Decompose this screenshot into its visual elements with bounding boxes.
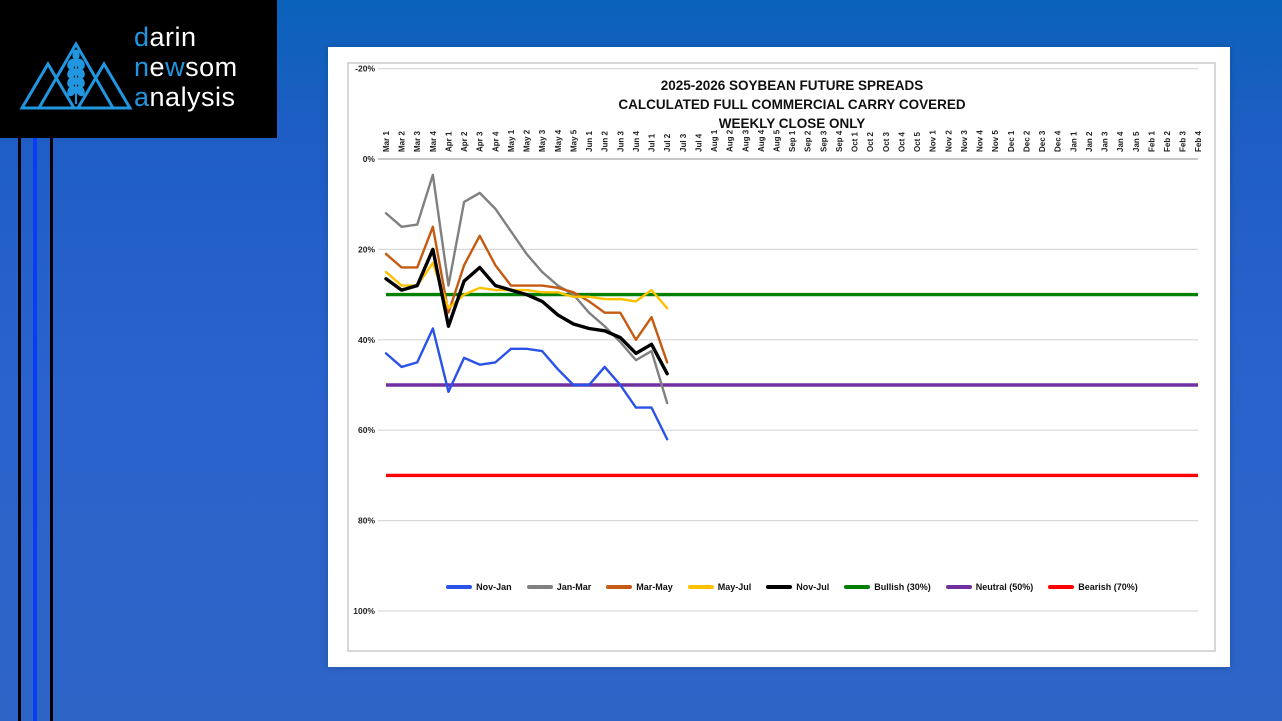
x-axis-label: Oct 4	[897, 131, 907, 152]
x-axis-label: Dec 1	[1006, 130, 1016, 152]
legend-label-may-jul: May-Jul	[717, 582, 752, 592]
x-axis-label: Oct 5	[913, 131, 923, 152]
legend-item-nov-jul	[766, 582, 829, 592]
x-axis-label: Aug 5	[772, 129, 782, 152]
y-axis-labels	[353, 64, 375, 616]
x-axis-label: Feb 4	[1194, 131, 1204, 152]
x-axis-label: May 4	[553, 129, 563, 152]
chart-title-line-2: CALCULATED FULL COMMERCIAL CARRY COVERED	[618, 97, 966, 112]
legend-item-mar-may	[606, 582, 673, 592]
x-axis-label: Apr 2	[460, 131, 470, 152]
legend-item-bearish-70	[1048, 582, 1138, 592]
x-axis-label: Jan 3	[1100, 131, 1110, 152]
spread-line-chart	[349, 64, 1214, 650]
y-axis-label: 60%	[357, 425, 375, 436]
vertical-stripe-black-left	[18, 138, 21, 721]
x-axis-label: Mar 2	[397, 131, 407, 152]
chart-title-line-3: WEEKLY CLOSE ONLY	[718, 116, 866, 131]
x-axis-label: Sep 4	[834, 130, 844, 152]
legend-item-may-jul	[688, 582, 752, 592]
x-axis-label: Feb 3	[1178, 131, 1188, 152]
brand-wordmark-line: newsom	[134, 52, 238, 82]
brand-logo-box	[0, 0, 277, 138]
x-axis-label: Nov 5	[991, 130, 1001, 152]
legend-item-neutral-50	[946, 582, 1034, 592]
legend-swatch-jan-mar	[527, 585, 553, 588]
y-axis-label: 20%	[357, 244, 375, 255]
legend-label-jan-mar: Jan-Mar	[556, 582, 592, 592]
legend-swatch-mar-may	[606, 585, 632, 588]
chart-title-line-1: 2025-2026 SOYBEAN FUTURE SPREADS	[660, 78, 924, 93]
x-axis-label: Sep 2	[803, 130, 813, 152]
x-axis-label: May 1	[506, 129, 516, 152]
legend-swatch-may-jul	[688, 585, 714, 588]
x-axis-labels	[382, 129, 1203, 152]
x-axis-label: Feb 1	[1147, 131, 1157, 152]
x-axis-label: Jun 1	[585, 131, 595, 152]
legend-label-mar-may: Mar-May	[636, 582, 673, 592]
x-axis-label: Jun 3	[616, 131, 626, 152]
legend-item-jan-mar	[527, 582, 592, 592]
x-axis-label: May 3	[538, 129, 548, 152]
x-axis-label: Dec 4	[1053, 130, 1063, 152]
y-axis-label: 0%	[362, 154, 375, 164]
y-axis-label: 80%	[357, 515, 375, 526]
legend-swatch-neutral-50	[946, 585, 972, 588]
x-axis-label: Dec 3	[1038, 130, 1048, 152]
legend-swatch-nov-jan	[446, 585, 472, 588]
x-axis-label: Oct 2	[866, 131, 876, 152]
x-axis-label: Oct 1	[850, 131, 860, 152]
legend-item-nov-jan	[446, 582, 512, 592]
legend-label-bullish-30: Bullish (30%)	[874, 582, 931, 592]
x-axis-label: Mar 1	[382, 131, 391, 152]
y-axis-label: -20%	[355, 64, 375, 74]
chart-legend	[386, 582, 1198, 592]
x-axis-label: May 2	[522, 129, 532, 152]
legend-label-neutral-50: Neutral (50%)	[975, 582, 1034, 592]
x-axis-label: Mar 3	[413, 131, 423, 152]
legend-swatch-nov-jul	[766, 585, 792, 589]
x-axis-label: Jan 2	[1084, 131, 1094, 152]
brand-wordmark-line: darin	[134, 22, 197, 52]
x-axis-label: Jun 2	[600, 131, 610, 152]
x-axis-label: May 5	[569, 129, 579, 152]
x-axis-label: Aug 4	[756, 129, 766, 152]
x-axis-label: Apr 3	[475, 131, 485, 152]
legend-swatch-bullish-30	[844, 585, 870, 588]
vertical-stripe-black-right	[50, 138, 53, 721]
x-axis-label: Aug 3	[741, 129, 751, 152]
x-axis-label: Jan 1	[1069, 131, 1079, 152]
x-axis-label: Jan 5	[1131, 131, 1141, 152]
mountains-wheat-logo-icon	[8, 18, 133, 118]
x-axis-label: Aug 1	[710, 129, 720, 152]
y-axis-label: 100%	[353, 606, 375, 616]
x-axis-label: Jul 3	[678, 133, 688, 152]
legend-item-bullish-30	[844, 582, 931, 592]
brand-wordmark-line: analysis	[134, 82, 236, 112]
x-axis-label: Nov 1	[928, 130, 938, 152]
x-axis-label: Nov 2	[944, 130, 954, 152]
y-axis-label: 40%	[357, 334, 375, 345]
legend-swatch-bearish-70	[1048, 585, 1074, 588]
x-axis-label: Mar 4	[428, 131, 438, 152]
x-axis-label: Jul 1	[647, 133, 657, 152]
x-axis-label: Nov 3	[959, 130, 969, 152]
x-axis-label: Oct 3	[881, 131, 891, 152]
x-axis-label: Jul 2	[663, 133, 673, 152]
vertical-stripe-blue	[33, 138, 37, 721]
x-axis-label: Feb 2	[1163, 131, 1172, 152]
x-axis-label: Sep 1	[788, 130, 798, 152]
legend-label-nov-jan: Nov-Jan	[476, 582, 512, 592]
x-axis-label: Apr 1	[444, 131, 454, 152]
x-axis-label: Jun 4	[631, 131, 641, 152]
chart-panel	[328, 47, 1230, 667]
brand-wordmark	[134, 22, 238, 112]
x-axis-label: Sep 3	[819, 130, 829, 152]
legend-label-bearish-70: Bearish (70%)	[1078, 582, 1138, 592]
chart-plot-area	[347, 62, 1216, 652]
x-axis-label: Aug 2	[725, 129, 735, 152]
x-axis-label: Nov 4	[975, 130, 985, 152]
x-axis-label: Jul 4	[694, 133, 704, 152]
x-axis-label: Dec 2	[1022, 130, 1032, 152]
x-axis-label: Jan 4	[1116, 131, 1126, 152]
legend-label-nov-jul: Nov-Jul	[796, 582, 830, 592]
x-axis-label: Apr 4	[491, 131, 501, 152]
